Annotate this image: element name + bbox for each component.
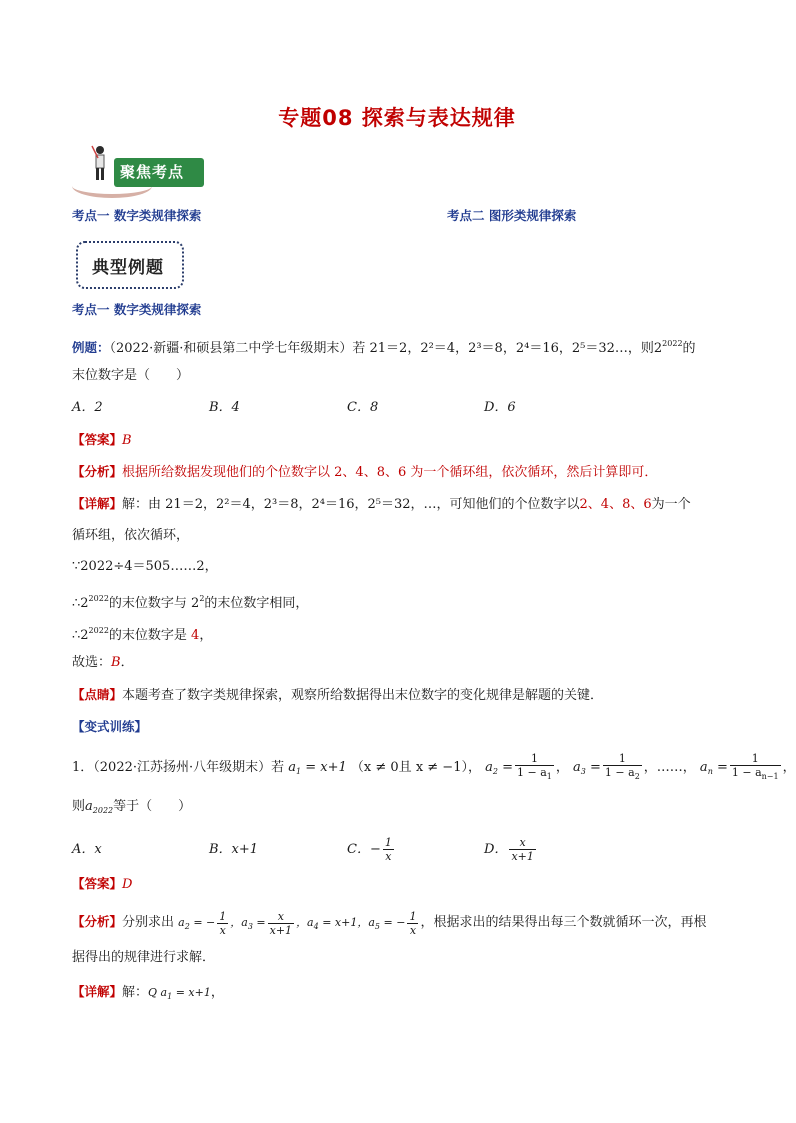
comment-text: 本题考查了数字类规律探索，观察所给数据得出末位数字的变化规律是解题的关键． (122, 688, 604, 703)
variant-results: $a_2$ = − $\frac{1}{x}$ ，$a_3$ = $\frac{x}{x+1}$ ，$a_4 = x+1$，$a_5$ = − $\frac{1}{x}$ (178, 909, 417, 937)
answer-value: B (122, 433, 132, 448)
example-options (72, 398, 516, 418)
a3-fraction: $\frac{1}{1 - a_2}$ (604, 752, 640, 781)
variant-q1-ask: 则 (72, 799, 86, 814)
detail-5a: ∴2 (72, 628, 89, 643)
detail-5-exp: 2022 (88, 626, 109, 635)
variant-q1-intro: 1．（2022·江苏扬州·八年级期末）若 (72, 760, 285, 775)
detail-4-exp: 2022 (88, 594, 109, 603)
detail-5d: ， (199, 628, 213, 643)
example-comment (72, 685, 603, 706)
detail-4b: 的末位数字与 2 (108, 596, 200, 611)
example-detail-line1 (72, 494, 691, 515)
variant-detail-label: 【详解】 (72, 984, 123, 999)
detail-1c: 2、4、8、6 (579, 497, 652, 512)
variant-analysis-b: ，根据求出的结果得出每三个数就循环一次，再根 (420, 915, 707, 930)
variant-option-b: B．x+1 (209, 842, 259, 857)
badge-text: 聚焦考点 (120, 163, 185, 181)
variant-option-d: D． $\frac{x}{x+1}$ (484, 836, 534, 863)
detail-4a: ∴2 (72, 596, 89, 611)
variant-option-a: A．x (72, 842, 102, 857)
example-question-line1 (72, 334, 696, 359)
example-box-label: 典型例题 (92, 258, 164, 278)
variant-answer-label: 【答案】 (72, 876, 123, 891)
detail-6c: ． (120, 655, 134, 670)
option-c: C．8 (347, 400, 379, 415)
example-line1-end: 的 (682, 341, 696, 356)
option-a: A．2 (72, 400, 103, 415)
variant-an-formula: $a_n$ = (699, 760, 728, 776)
analysis-text: 根据所给数据发现他们的个位数字以 2、4、8、6 为一个循环组，依次循环，然后计算即可． (122, 465, 658, 480)
example-seq: 1＝2，2²＝4，2³＝8，2⁴＝16，2⁵＝32 (377, 341, 615, 356)
variant-question-line2 (72, 797, 191, 821)
variant-analysis-line2: 据得出的规律进行求解． (72, 950, 216, 965)
answer-label: 【答案】 (72, 432, 123, 447)
variant-detail-formula: Q $a_1 = x+1$ (148, 986, 211, 1001)
variant-analysis-label: 【分析】 (72, 914, 123, 929)
variant-detail-text: 解： (122, 985, 149, 1000)
example-exponent: 2022 (662, 339, 683, 348)
detail-6b: B (111, 655, 121, 670)
detail-1a: 解：由 2 (122, 497, 174, 512)
detail-4-exp2: 2 (199, 594, 205, 603)
detail-6a: 故选： (72, 655, 112, 670)
example-text-a: （2022·新疆·和硕县第二中学七年级期末）若 2 (109, 341, 378, 356)
variant-q1-cond: （x ≠ 0且 x ≠ −1）， (350, 760, 481, 775)
analysis-label: 【分析】 (72, 464, 123, 479)
detail-1b: 1＝2，2²＝4，2³＝8，2⁴＝16，2⁵＝32，…，可知他们的个位数字以 (173, 497, 580, 512)
variant-question-line1: 1．（2022·江苏扬州·八年级期末）若 $a_1 = x+1$ （x ≠ 0且 x ≠ −1）， $a_2$ = $\frac{1}{1 - a_1}$ ， $a_3$ = $\frac{1}{1 - a_2}$ ，……， $a_n$ = $\frac{1}{1 - a_{n-1}}$ ， (72, 752, 796, 781)
example-answer (72, 430, 132, 451)
focus-badge (70, 144, 205, 196)
a2022-symbol: $a_{2022}$ (85, 799, 114, 815)
option-d: D．6 (484, 400, 516, 415)
variant-a3-formula: $a_3$ = (573, 760, 601, 776)
example-box (76, 241, 184, 289)
variant-a1-formula: $a_1 = x+1$ (288, 760, 347, 776)
example-analysis (72, 462, 657, 483)
option-b: B．4 (209, 400, 240, 415)
section-heading: 考点一 数字类规律探索 (72, 302, 202, 317)
example-prefix: 例题： (72, 340, 110, 355)
variant-label: 【变式训练】 (72, 719, 148, 734)
detail-5b: 的末位数字是 (108, 628, 192, 643)
detail-label: 【详解】 (72, 496, 123, 511)
variant-option-c: C．− $\frac{1}{x}$ (347, 836, 392, 863)
variant-options (72, 836, 538, 864)
example-detail-line3: ∵2022÷4＝505……2， (72, 559, 218, 574)
example-detail-line5 (72, 621, 212, 646)
variant-q1-ask-end: 等于（ ） (113, 799, 192, 814)
example-detail-line4 (72, 589, 308, 614)
example-question-line2: 末位数字是（ ） (72, 368, 190, 383)
example-detail-line2: 循环组，依次循环， (72, 528, 190, 543)
detail-4c: 的末位数字相同， (204, 596, 309, 611)
variant-analysis-a: 分别求出 (122, 915, 175, 930)
variant-a2-formula: $a_2$ = (485, 760, 513, 776)
variant-analysis-line1 (72, 908, 706, 941)
an-fraction: $\frac{1}{1 - a_{n-1}}$ (731, 752, 779, 781)
detail-5c: 4 (191, 628, 200, 643)
point-two-link[interactable]: 考点二 图形类规律探索 (447, 208, 577, 223)
comment-label: 【点睛】 (72, 687, 123, 702)
variant-answer-value: D (122, 877, 133, 892)
example-detail-line6 (72, 653, 134, 673)
person-icon (90, 144, 110, 184)
page-title: 专题08 探索与表达规律 (278, 106, 516, 130)
variant-answer (72, 874, 132, 895)
variant-detail: 【详解】解：Q $a_1 = x+1$， (72, 984, 224, 1001)
detail-1d: 为一个 (651, 497, 691, 512)
point-one-link[interactable]: 考点一 数字类规律探索 (72, 208, 202, 223)
a2-fraction: $\frac{1}{1 - a_1}$ (517, 752, 552, 781)
example-line1-rest: …，则2 (614, 341, 663, 356)
